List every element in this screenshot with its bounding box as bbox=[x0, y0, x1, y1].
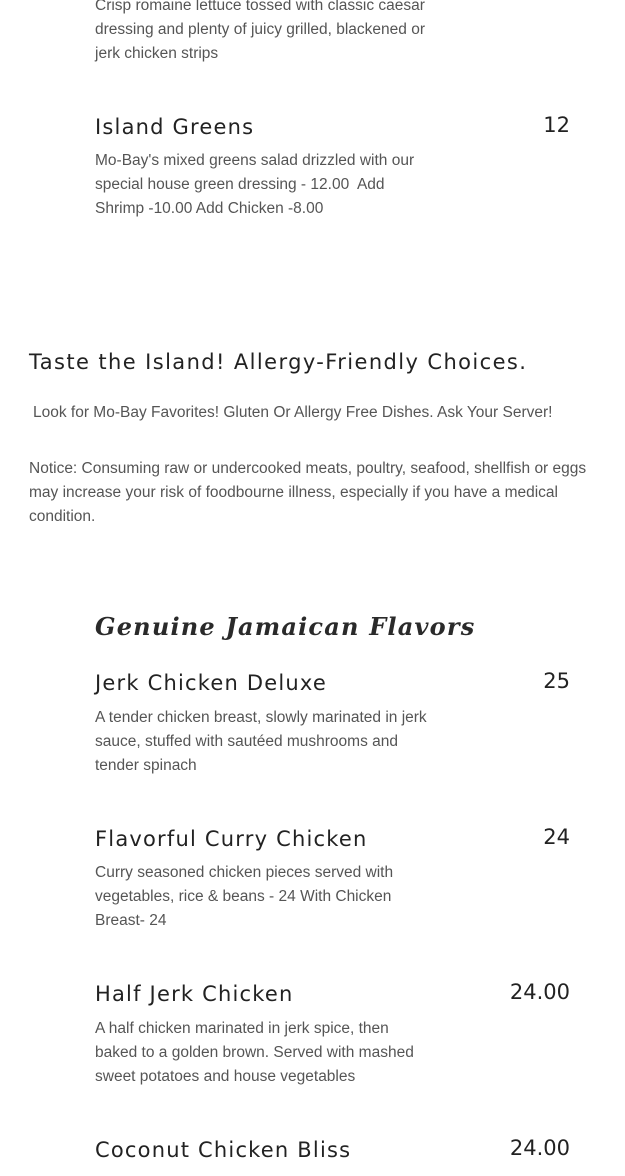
menu-item-price: 24 bbox=[543, 825, 570, 849]
food-safety-notice: Notice: Consuming raw or undercooked meats, poultry, seafood, shellfish or eggs may increase your risk of foodbourne illness, especially if you have a medical condition. bbox=[29, 460, 587, 525]
menu-item-name: Coconut Chicken Bliss bbox=[95, 1138, 352, 1162]
menu-item-name: Flavorful Curry Chicken bbox=[95, 827, 368, 851]
menu-item-description: A half chicken marinated in jerk spice, then baked to a golden brown. Served with mashed sweet potatoes and house vegetables bbox=[95, 1020, 419, 1085]
menu-item-name: Island Greens bbox=[95, 115, 255, 139]
section-heading: Genuine Jamaican Flavors bbox=[95, 612, 476, 641]
menu-item-price: 24.00 bbox=[509, 1136, 570, 1160]
menu-item-description: Crisp romaine lettuce tossed with classic caesar dressing and plenty of juicy grilled, blackened or jerk chicken strips bbox=[95, 0, 430, 62]
menu-item-name: Half Jerk Chicken bbox=[95, 982, 294, 1006]
allergy-favorites-note: Look for Mo-Bay Favorites! Gluten Or Allergy Free Dishes. Ask Your Server! bbox=[33, 404, 553, 421]
menu-item-name: Jerk Chicken Deluxe bbox=[95, 671, 327, 695]
menu-item-description: A tender chicken breast, slowly marinated in jerk sauce, stuffed with sautéed mushrooms and tender spinach bbox=[95, 709, 431, 774]
menu-item-price: 24.00 bbox=[509, 980, 570, 1004]
menu-item-description: Curry seasoned chicken pieces served with vegetables, rice & beans - 24 With Chicken Breast- 24 bbox=[95, 864, 398, 929]
menu-item-price: 12 bbox=[543, 113, 570, 137]
menu-item-description: Mo-Bay's mixed greens salad drizzled with our special house green dressing - 12.00 Add Shrimp -10.00 Add Chicken -8.00 bbox=[95, 152, 419, 217]
allergy-heading: Taste the Island! Allergy-Friendly Choices. bbox=[29, 350, 528, 374]
menu-item-price: 25 bbox=[543, 669, 570, 693]
